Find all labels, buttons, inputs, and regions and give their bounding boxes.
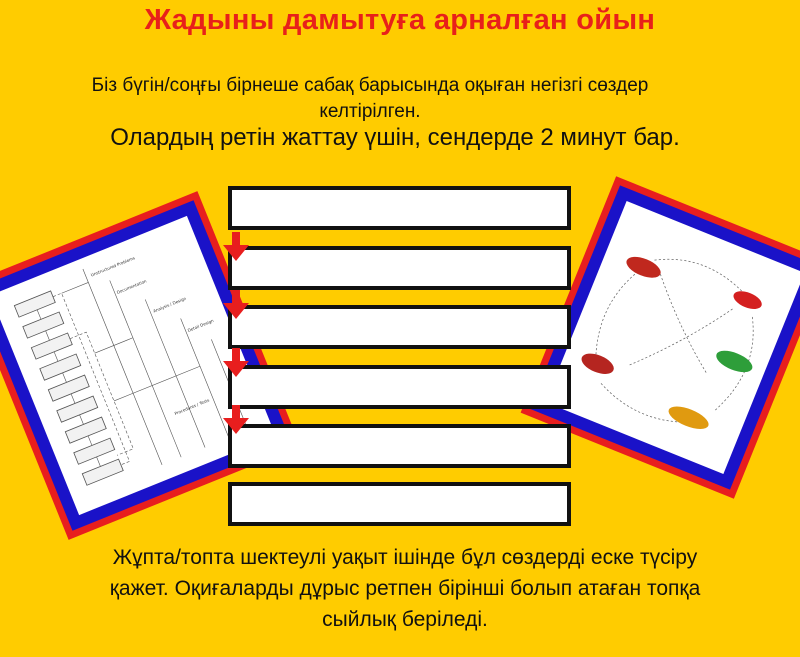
answer-box-3[interactable] (228, 305, 571, 349)
svg-text:Unstructured Problems: Unstructured Problems (90, 255, 136, 278)
intro-text (20, 73, 720, 125)
intro-line-2: келтірілген. (319, 101, 421, 122)
svg-text:Procedures / Tests: Procedures / Tests (173, 397, 210, 417)
svg-text:Detail Design: Detail Design (186, 317, 215, 333)
svg-text:Analysis / Design: Analysis / Design (152, 295, 187, 314)
cycle-image (545, 201, 800, 474)
down-arrow-icon (221, 405, 251, 435)
down-arrow-icon (221, 290, 251, 320)
answer-box-2[interactable] (228, 246, 571, 290)
footer-text (10, 542, 800, 635)
intro-line-1: Біз бүгін/соңғы бірнеше сабақ барысында оқыған негізгі сөздер (91, 75, 649, 96)
slide-title: Жадыны дамытуға арналған ойын (144, 4, 656, 36)
answer-box-1[interactable] (228, 186, 571, 230)
footer-line-2: қажет. Оқиғаларды дұрыс ретпен бірінші болып атаған топқа (109, 577, 701, 600)
svg-text:Documentation: Documentation (115, 278, 148, 295)
answer-box-5[interactable] (228, 424, 571, 468)
footer-line-1: Жұпта/топта шектеулі уақыт ішінде бұл сөздерді еске түсіру (112, 546, 698, 569)
answer-box-6[interactable] (228, 482, 571, 526)
down-arrow-icon (221, 348, 251, 378)
cycle-illustration (545, 201, 800, 474)
down-arrow-icon (221, 232, 251, 262)
footer-line-3: сыйлық беріледі. (322, 608, 488, 631)
answer-box-4[interactable] (228, 365, 571, 409)
instruction-text: Олардың ретін жаттау үшін, сендерде 2 минут бар. (110, 124, 680, 151)
